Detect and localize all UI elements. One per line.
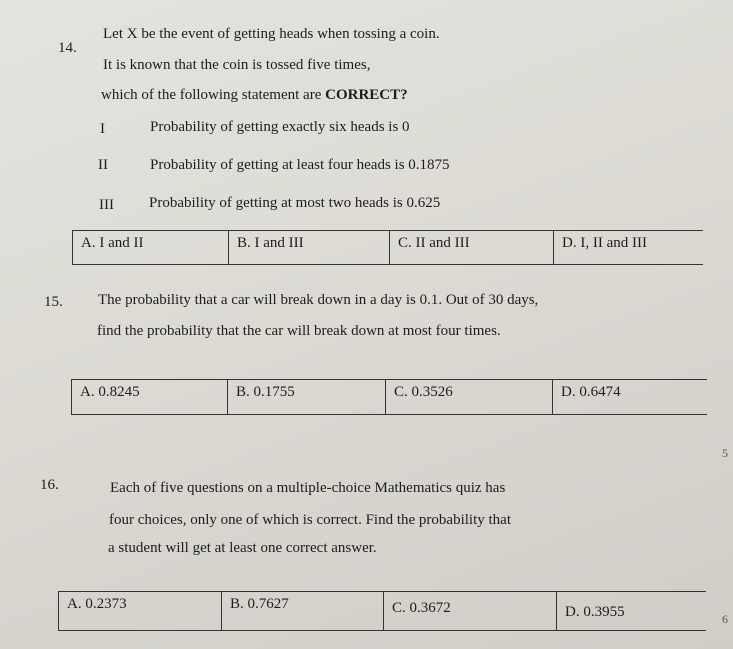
q14-number: 14. bbox=[58, 40, 77, 56]
q16-choice-c[interactable]: C. 0.3672 bbox=[383, 592, 556, 630]
q16-line-1: Each of five questions on a multiple-choice Mathematics quiz has bbox=[110, 480, 506, 496]
q16-choices bbox=[58, 591, 706, 631]
q14-choice-a[interactable]: A. I and II bbox=[81, 235, 144, 251]
q14-choice-c[interactable]: C. II and III bbox=[389, 231, 553, 264]
q16-line-2: four choices, only one of which is correct. Find the probability that bbox=[109, 512, 511, 528]
edge-mark-5: 5 bbox=[722, 446, 728, 460]
q14-statement-2-text: Probability of getting at least four heads is 0.1875 bbox=[150, 157, 450, 173]
q14-line-3 bbox=[101, 87, 408, 104]
q14-line-2: It is known that the coin is tossed five times, bbox=[103, 57, 371, 73]
q15-choice-b[interactable]: B. 0.1755 bbox=[227, 380, 385, 414]
q14-statement-1-num: I bbox=[100, 121, 105, 137]
q14-statement-1-text: Probability of getting exactly six heads is 0 bbox=[150, 119, 410, 135]
q15-line-2: find the probability that the car will break down at most four times. bbox=[97, 323, 501, 339]
edge-mark-6: 6 bbox=[722, 612, 728, 626]
q16-line-3: a student will get at least one correct answer. bbox=[108, 540, 377, 556]
q15-choice-a[interactable]: A. 0.8245 bbox=[80, 384, 140, 400]
q15-choice-c[interactable]: C. 0.3526 bbox=[385, 380, 552, 414]
q16-choice-a[interactable]: A. 0.2373 bbox=[67, 596, 127, 612]
q15-line-1: The probability that a car will break down in a day is 0.1. Out of 30 days, bbox=[98, 292, 539, 308]
q14-line-1: Let X be the event of getting heads when tossing a coin. bbox=[103, 26, 440, 42]
q15-number: 15. bbox=[44, 294, 63, 310]
q16-choice-b[interactable]: B. 0.7627 bbox=[221, 592, 383, 630]
q14-choice-d[interactable]: D. I, II and III bbox=[553, 231, 703, 264]
q14-choices bbox=[72, 230, 703, 265]
q14-emphasis: CORRECT? bbox=[325, 87, 408, 103]
q14-statement-3-num: III bbox=[99, 197, 114, 213]
q14-choice-b[interactable]: B. I and III bbox=[228, 231, 389, 264]
q16-number: 16. bbox=[40, 477, 59, 493]
q14-statement-3-text: Probability of getting at most two heads is 0.625 bbox=[149, 195, 441, 211]
q15-choices bbox=[71, 379, 707, 415]
q14-line-3-text: which of the following statement are bbox=[101, 87, 322, 103]
q14-statement-2-num: II bbox=[98, 157, 108, 173]
q15-choice-d[interactable]: D. 0.6474 bbox=[552, 380, 707, 414]
q16-choice-d[interactable]: D. 0.3955 bbox=[556, 592, 706, 630]
